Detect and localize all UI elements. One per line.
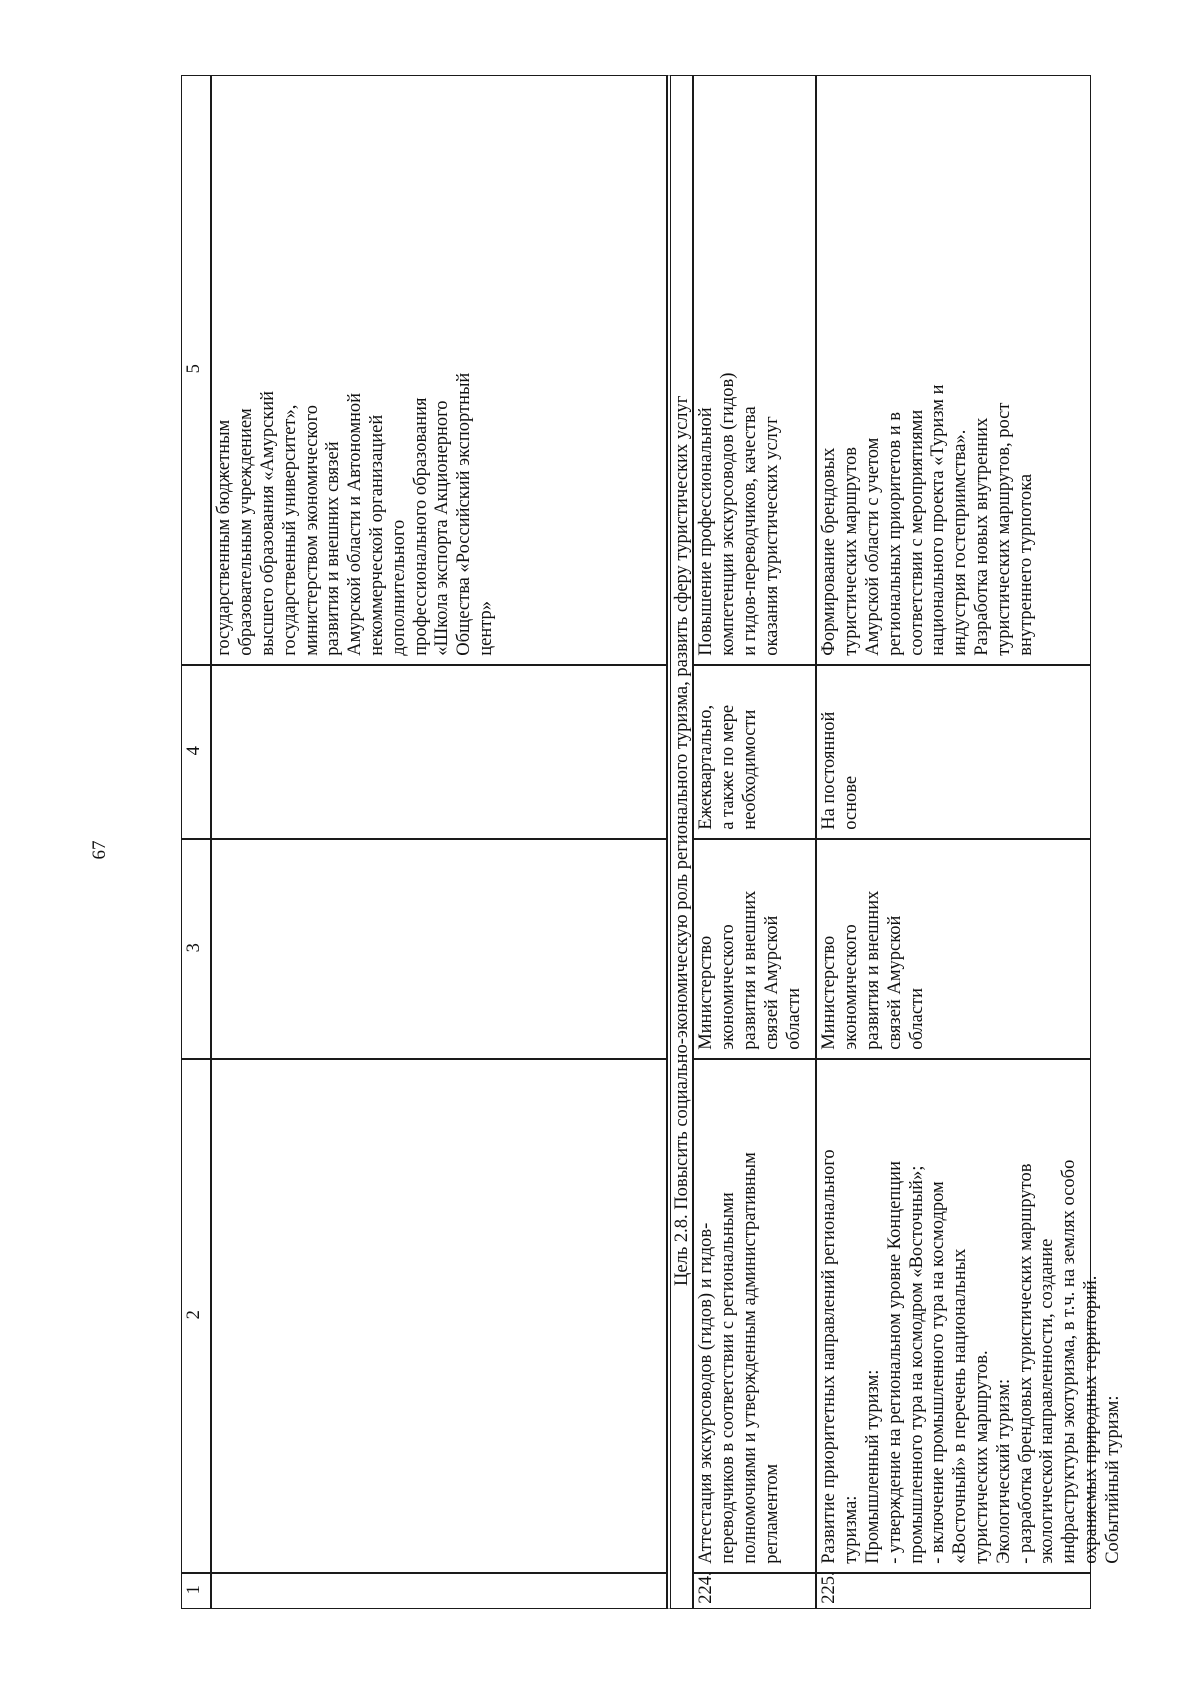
row-225-executor [816, 839, 1091, 1059]
cell-text-line: туристических маршрутов, рост [993, 402, 1014, 656]
cell-text-line: туризма: [841, 1495, 862, 1564]
row-225-result [816, 75, 1091, 665]
cell-text-line: министерством экономического [301, 404, 322, 656]
cell-text-line: полномочиями и утвержденным административным [739, 1152, 760, 1564]
row-225-deadline [816, 665, 1091, 839]
cell-text-line: необходимости [739, 709, 760, 830]
cell-text-line: образовательным учреждением [236, 408, 257, 656]
cell-text-line: соответствии с мероприятиями [906, 409, 927, 656]
row-225-num: 225. [816, 1573, 1091, 1609]
cell-text-line: развития и внешних связей [323, 441, 344, 656]
cell-text-line: и гидов-переводчиков, качества [739, 406, 760, 656]
row-224-activity [693, 1059, 816, 1573]
cell-text-line: развития и внешних [862, 890, 883, 1050]
cont-col-5 [211, 75, 667, 665]
cell-text-line: национального проекта «Туризм и [928, 384, 949, 656]
cell-text-line: Общества «Российский экспортный [454, 372, 475, 656]
cell-text-line: инфраструктуры экотуризма, в т.ч. на землях особо [1059, 1159, 1080, 1564]
cell-text-line: Формирование брендовых [819, 447, 840, 656]
row-225-activity [816, 1059, 1123, 1573]
cell-text-line: - включение промышленного тура на космодром [928, 1181, 949, 1564]
cell-text-line: регламентом [761, 1463, 782, 1564]
cell-text-line: Амурской области и Автономной [345, 392, 366, 656]
cell-text-line: компетенции экскурсоводов (гидов) [718, 372, 739, 656]
cell-text-line: промышленного тура на космодром «Восточный»; [906, 1165, 927, 1564]
cell-text-line: индустрия гостеприимства». [950, 429, 971, 656]
cell-text-line: развития и внешних [739, 890, 760, 1050]
cell-text-line: Событийный туризм: [1102, 1395, 1123, 1564]
header-cell-2: 2 [181, 1059, 211, 1573]
cell-text-line: На постоянной [819, 711, 840, 830]
page-number: 67 [89, 840, 110, 860]
cont-col-3 [211, 839, 667, 1059]
header-cell-1: 1 [181, 1573, 211, 1609]
cell-text-line: экологической направленности, создание [1037, 1238, 1058, 1564]
cell-text-line: - разработка брендовых туристических маршрутов [1015, 1163, 1036, 1564]
row-224-num: 224. [693, 1573, 816, 1609]
row-224-executor [693, 839, 816, 1059]
cont-col-1 [211, 1573, 667, 1609]
cell-text-line: Экологический туризм: [993, 1378, 1014, 1564]
cell-text-line: «Школа экспорта Акционерного [432, 400, 453, 656]
cell-text-line: основе [841, 775, 862, 830]
cell-text-line: центр» [476, 600, 497, 656]
cell-text-line: высшего образования «Амурский [257, 390, 278, 656]
cell-text-line: - утверждение на региональном уровне Концепции [884, 1161, 905, 1564]
cell-text-line: дополнительного [388, 519, 409, 656]
cell-text-line: Аттестация экскурсоводов (гидов) и гидов- [696, 1222, 717, 1564]
cell-text-line: профессионального образования [410, 397, 431, 656]
cell-text-line: связей Амурской [884, 915, 905, 1050]
cell-text-line: переводчиков в соответствии с региональными [718, 1192, 739, 1564]
header-cell-3: 3 [181, 839, 211, 1059]
cell-text-line: Министерство [819, 935, 840, 1050]
cell-text-line: некоммерческой организацией [367, 414, 387, 656]
header-cell-5: 5 [181, 75, 211, 665]
cell-text-line: Разработка новых внутренних [972, 417, 992, 656]
cell-text-line: оказания туристических услуг [761, 416, 782, 656]
cell-text-line: региональных приоритетов и в [884, 411, 905, 656]
cell-text-line: области [906, 987, 927, 1050]
cell-text-line: области [783, 987, 804, 1050]
cell-text-line: Амурской области с учетом [862, 437, 883, 656]
plan-table [182, 74, 1123, 1608]
row-224-result [693, 75, 816, 665]
cont-col-2 [211, 1059, 667, 1573]
cell-text-line: охраняемых природных территорий. [1081, 1275, 1102, 1564]
cell-text-line: Министерство [696, 935, 717, 1050]
cell-text-line: внутреннего турпотока [1015, 473, 1036, 656]
cell-text-line: экономического [841, 924, 862, 1050]
cell-text-line: Повышение профессиональной [696, 407, 717, 656]
cell-text-line: государственный университет», [279, 404, 300, 656]
cell-text-line: экономического [718, 924, 739, 1050]
cell-text-line: туристических маршрутов [841, 447, 862, 656]
cell-text-line: Промышленный туризм: [862, 1369, 883, 1564]
cell-text-line: государственным бюджетным [214, 419, 235, 656]
cell-text-line: Развитие приоритетных направлений регионального [819, 1149, 840, 1564]
cell-text-line: а также по мере [718, 704, 739, 830]
cont-col-4 [211, 665, 667, 839]
row-224-deadline [693, 665, 816, 839]
cell-text-line: «Восточный» в перечень национальных [950, 1248, 971, 1564]
goal-row: Цель 2.8. Повысить социально-экономическую роль регионального туризма, развить сферу туристических услуг [667, 75, 693, 1609]
cell-text-line: Ежеквартально, [696, 704, 717, 830]
header-cell-4: 4 [181, 665, 211, 839]
cell-text-line: туристических маршрутов. [972, 1350, 992, 1564]
cell-text-line: связей Амурской [761, 915, 782, 1050]
